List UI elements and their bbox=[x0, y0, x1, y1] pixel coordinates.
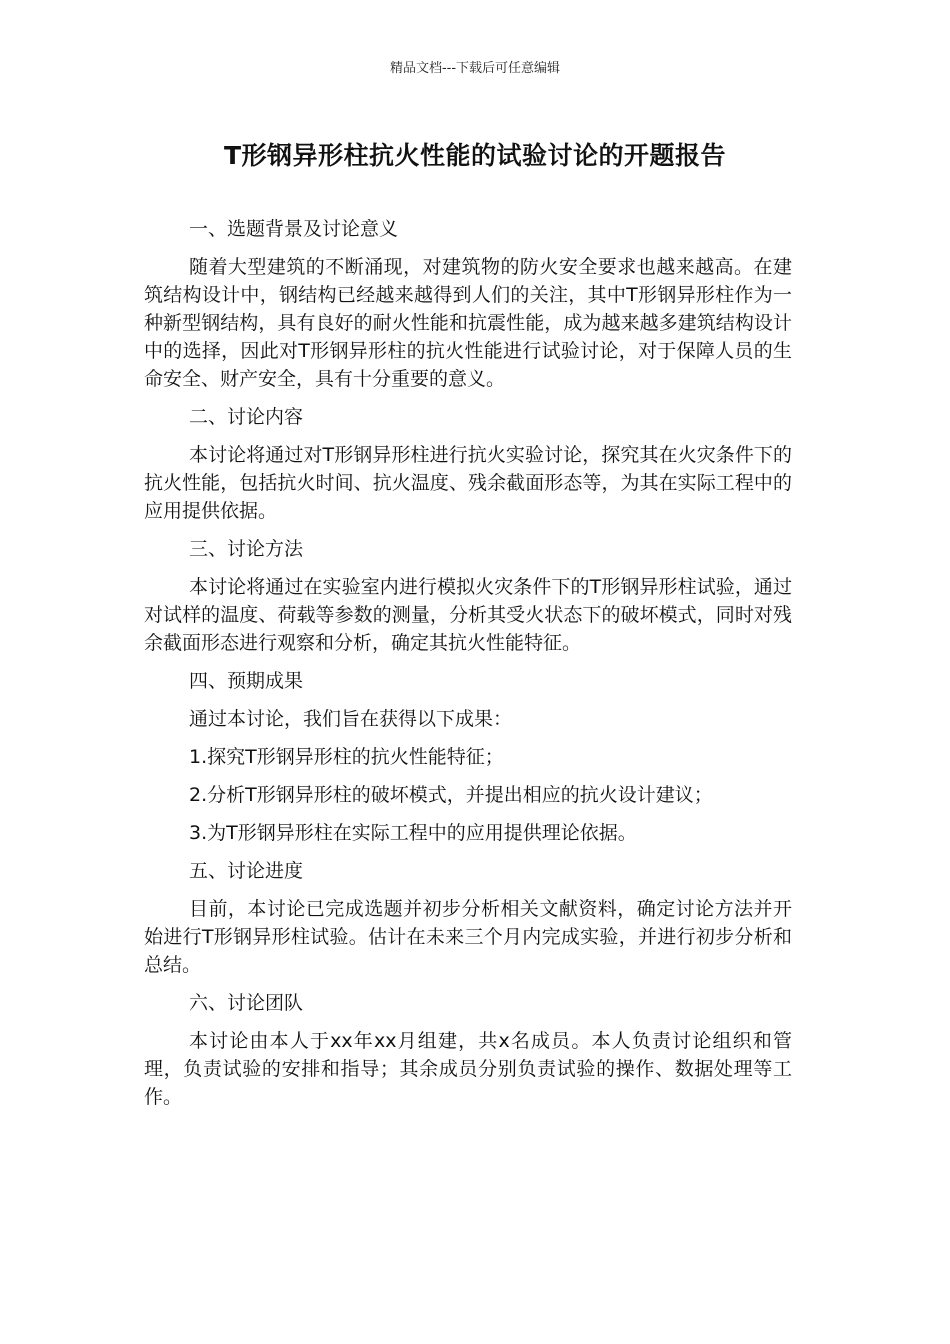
section-expected-results bbox=[144, 667, 792, 847]
paragraph: 随着大型建筑的不断涌现，对建筑物的防火安全要求也越来越高。在建筑结构设计中，钢结构已经越来越得到人们的关注，其中T形钢异形柱作为一种新型钢结构，具有良好的耐火性能和抗震性能，成为越来越多建筑结构设计中的选择，因此对T形钢异形柱的抗火性能进行试验讨论，对于保障人员的生命安全、财产安全，具有十分重要的意义。 bbox=[144, 256, 792, 390]
section-heading: 二、讨论内容 bbox=[189, 406, 304, 428]
paragraph: 本讨论将通过对T形钢异形柱进行抗火实验讨论，探究其在火灾条件下的抗火性能，包括抗火时间、抗火温度、残余截面形态等，为其在实际工程中的应用提供依据。 bbox=[144, 444, 792, 522]
section-method bbox=[144, 535, 792, 657]
section-progress bbox=[144, 857, 792, 979]
section-heading: 三、讨论方法 bbox=[189, 538, 304, 560]
section-heading: 六、讨论团队 bbox=[189, 992, 304, 1014]
header-note: 精品文档---下载后可任意编辑 bbox=[389, 61, 561, 76]
list-item: 3.为T形钢异形柱在实际工程中的应用提供理论依据。 bbox=[189, 822, 637, 844]
paragraph: 本讨论将通过在实验室内进行模拟火灾条件下的T形钢异形柱试验，通过对试样的温度、荷载等参数的测量，分析其受火状态下的破坏模式，同时对残余截面形态进行观察和分析，确定其抗火性能特征。 bbox=[144, 576, 792, 654]
section-heading: 一、选题背景及讨论意义 bbox=[189, 218, 399, 240]
section-background bbox=[144, 215, 792, 393]
paragraph: 本讨论由本人于xx年xx月组建，共x名成员。本人负责讨论组织和管理，负责试验的安排和指导；其余成员分别负责试验的操作、数据处理等工作。 bbox=[144, 1030, 792, 1108]
section-content bbox=[144, 403, 792, 525]
paragraph: 目前，本讨论已完成选题并初步分析相关文献资料，确定讨论方法并开始进行T形钢异形柱试验。估计在未来三个月内完成实验，并进行初步分析和总结。 bbox=[144, 898, 792, 976]
section-team bbox=[144, 989, 792, 1111]
list-item: 1.探究T形钢异形柱的抗火性能特征； bbox=[189, 746, 504, 768]
section-heading: 四、预期成果 bbox=[189, 670, 304, 692]
section-heading: 五、讨论进度 bbox=[189, 860, 304, 882]
document-title: T形钢异形柱抗火性能的试验讨论的开题报告 bbox=[223, 141, 727, 170]
section-intro: 通过本讨论，我们旨在获得以下成果： bbox=[189, 708, 513, 730]
list-item: 2.分析T形钢异形柱的破坏模式，并提出相应的抗火设计建议； bbox=[189, 784, 713, 806]
document-body bbox=[144, 215, 792, 1121]
